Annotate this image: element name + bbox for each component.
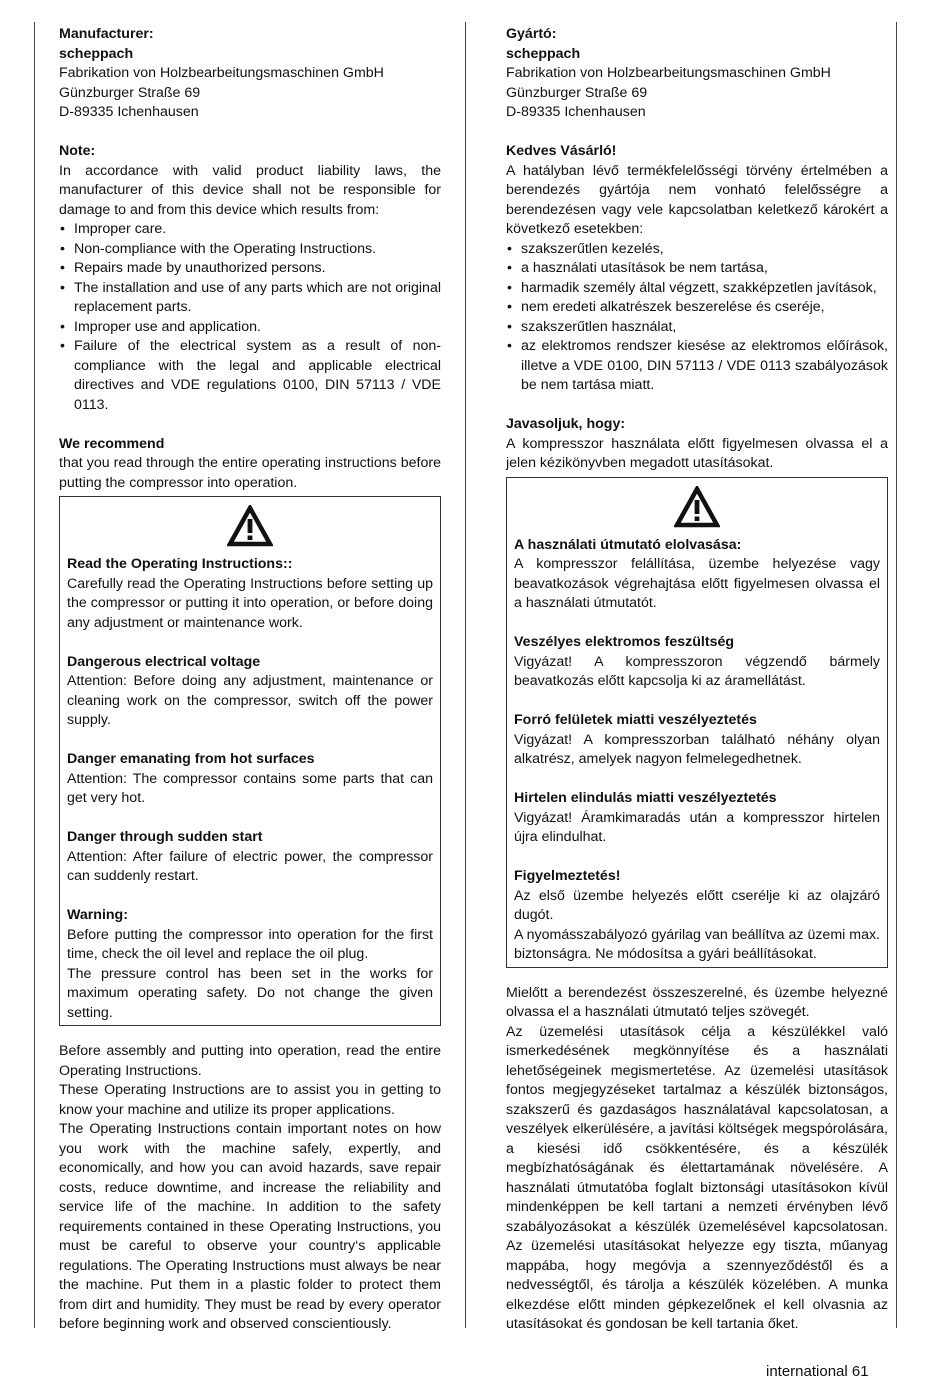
closing-paragraph: Az üzemelési utasítások célja a készülékkel való ismerkedésének megkönnyítése és a használati lehetőségeinek megismertetése. Az üzemelési utasítások fontos megjegyzéseket tartalmaz a készülék biztonságos, szakszerű és gazdaságos használatával kapcsolatosan, a veszélyek elkerülésére, a javítási költségek megspórolására, a kiesési idő csökkentésére, és a készülék megbízhatóságának és élettartamának növelésére. A használati útmutatóba foglalt biztonsági utasításokon kívül mindenképpen be kell tartani a nemzeti érvényben lévő szabályozásokat a készülék üzemelésével kapcsolatosan. Az üzemelési utasításokat helyezze egy tiszta, műanyag mappába, hogy megóvja a szennyeződéstől és a nedvességtől, és tárolja a készülék közelében. A munka elkezdése előtt minden gépkezelőnek el kell olvasnia az utasításokat és gondosan be kell tartania őket. xyxy=(506,1023,888,1332)
recommend-text: A kompresszor használata előtt figyelmesen olvassa el a jelen kézikönyvben megadott utasításokat. xyxy=(506,435,888,471)
closing-block xyxy=(506,984,888,1335)
company-name: scheppach xyxy=(506,45,581,62)
list-item: • szakszerűtlen használat, xyxy=(506,318,888,338)
warning-triangle-icon xyxy=(227,505,273,547)
safety-box xyxy=(506,477,888,968)
box-text: Vigyázat! Áramkimaradás után a kompresszor hirtelen újra elindulhat. xyxy=(514,809,880,845)
english-column xyxy=(59,25,441,1335)
address-line: Günzburger Straße 69 xyxy=(506,84,648,101)
recommend-heading: We recommend xyxy=(59,435,165,452)
box-text: Before putting the compressor into operation for the first time, check the oil level and replace the oil plug. xyxy=(67,926,433,962)
closing-paragraph: Mielőtt a berendezést összeszerelné, és üzembe helyezné olvassa el a használati útmutató teljes szövegét. xyxy=(506,984,888,1020)
box-heading: Warning: xyxy=(67,907,128,923)
manufacturer-block xyxy=(59,25,441,123)
note-block xyxy=(59,142,441,415)
warning-triangle-icon xyxy=(674,486,720,528)
recommend-text: that you read through the entire operating instructions before putting the compressor into operation. xyxy=(59,455,441,491)
box-heading: Forró felületek miatti veszélyeztetés xyxy=(514,712,757,728)
list-item: • nem eredeti alkatrészek beszerelése és cseréje, xyxy=(506,298,888,318)
list-item: • Failure of the electrical system as a result of non-compliance with the legal and applicable electrical directives and VDE regulations 0100, DIN 57113 / VDE 0113. xyxy=(59,337,441,415)
note-heading: Note: xyxy=(59,143,96,159)
box-heading: Dangerous electrical voltage xyxy=(67,653,261,670)
box-heading: Read the Operating Instructions:: xyxy=(67,556,293,572)
center-rule xyxy=(465,22,466,1328)
box-heading: A használati útmutató elolvasása: xyxy=(514,536,742,553)
closing-block xyxy=(59,1042,441,1335)
page-number: international 61 xyxy=(766,1363,869,1380)
box-text: Az első üzembe helyezés előtt cserélje ki az olajzáró dugót. xyxy=(514,887,880,923)
box-heading: Veszélyes elektromos feszültség xyxy=(514,634,735,650)
address-line: D-89335 Ichenhausen xyxy=(506,104,646,120)
list-item: • The installation and use of any parts which are not original replacement parts. xyxy=(59,279,441,318)
box-heading: Figyelmeztetés! xyxy=(514,868,621,884)
manufacturer-label: Gyártó: xyxy=(506,26,557,42)
recommend-block xyxy=(506,415,888,474)
right-margin-rule xyxy=(896,22,897,1328)
list-item: • a használati utasítások be nem tartása, xyxy=(506,259,888,279)
left-margin-rule xyxy=(34,22,35,1328)
closing-paragraph: The Operating Instructions contain important notes on how you work with the machine safely, expertly, and economically, and how you can avoid hazards, save repair costs, reduce downtime, and increase the reliability and service life of the machine. In addition to the safety requirements contained in these Operating Instructions, you must be careful to observe your country‘s applicable regulations. The Operating Instructions must always be near the machine. Put them in a plastic folder to protect them from dirt and humidity. They must be read by every operator before beginning work and observed conscientiously. xyxy=(59,1121,441,1332)
box-text: Vigyázat! A kompresszoron végzendő bármely beavatkozás előtt kapcsolja ki az áramellátást. xyxy=(514,653,880,689)
liability-list xyxy=(506,240,888,396)
note-intro: In accordance with valid product liability laws, the manufacturer of this device shall not be responsible for damage to and from this device which results from: xyxy=(59,162,441,218)
manufacturer-label: Manufacturer: xyxy=(59,26,154,42)
note-intro: A hatályban lévő termékfelelősségi törvény értelmében a berendezés gyártója nem vonható felelősségre a berendezésen vagy vele kapcsolatban keletkező károkért a következő esetekben: xyxy=(506,162,888,237)
box-text: A nyomásszabályozó gyárilag van beállítva az üzemi max. biztonságra. Ne módosítsa a gyári beállításokat. xyxy=(514,926,880,962)
box-heading: Hirtelen elindulás miatti veszélyeztetés xyxy=(514,790,777,806)
box-text: A kompresszor felállítása, üzembe helyezése vagy beavatkozások végrehajtása előtt figyelmesen olvassa el a használati útmutatót. xyxy=(514,556,880,611)
list-item: • Improper use and application. xyxy=(59,318,441,338)
list-item: • harmadik személy által végzett, szakképzetlen javítások, xyxy=(506,279,888,299)
liability-list xyxy=(59,220,441,415)
note-block xyxy=(506,142,888,396)
manufacturer-block xyxy=(506,25,888,123)
company-name: scheppach xyxy=(59,45,134,62)
box-text: Attention: Before doing any adjustment, maintenance or cleaning work on the compressor, switch off the power supply. xyxy=(67,673,433,728)
hungarian-column xyxy=(506,25,888,1335)
recommend-block xyxy=(59,435,441,494)
list-item: • az elektromos rendszer kiesése az elektromos előírások, illetve a VDE 0100, DIN 57113 / VDE 0113 szabályozások be nem tartása miatt. xyxy=(506,337,888,396)
address-line: Günzburger Straße 69 xyxy=(59,84,201,101)
list-item: • Repairs made by unauthorized persons. xyxy=(59,259,441,279)
safety-box xyxy=(59,496,441,1026)
box-text: Vigyázat! A kompresszorban található néhány olyan alkatrész, amelyek nagyon felmelegedhetnek. xyxy=(514,731,880,767)
address-line: Fabrikation von Holzbearbeitungsmaschinen GmbH xyxy=(59,65,384,81)
list-item: • szakszerűtlen kezelés, xyxy=(506,240,888,260)
box-heading: Danger through sudden start xyxy=(67,829,263,845)
recommend-heading: Javasoljuk, hogy: xyxy=(506,416,626,432)
box-text: Attention: The compressor contains some parts that can get very hot. xyxy=(67,770,433,806)
box-text: The pressure control has been set in the works for maximum operating safety. Do not change the given setting. xyxy=(67,965,433,1021)
address-line: D-89335 Ichenhausen xyxy=(59,104,199,120)
list-item: • Improper care. xyxy=(59,220,441,240)
address-line: Fabrikation von Holzbearbeitungsmaschinen GmbH xyxy=(506,65,831,81)
box-heading: Danger emanating from hot surfaces xyxy=(67,751,315,767)
box-text: Carefully read the Operating Instructions before setting up the compressor or putting it into operation, or before doing any adjustment or maintenance work. xyxy=(67,575,433,631)
closing-paragraph: Before assembly and putting into operation, read the entire Operating Instructions. xyxy=(59,1043,441,1079)
list-item: • Non-compliance with the Operating Instructions. xyxy=(59,240,441,260)
note-heading: Kedves Vásárló! xyxy=(506,143,617,159)
closing-paragraph: These Operating Instructions are to assist you in getting to know your machine and utilize its proper applications. xyxy=(59,1082,441,1118)
box-text: Attention: After failure of electric power, the compressor can suddenly restart. xyxy=(67,848,433,884)
